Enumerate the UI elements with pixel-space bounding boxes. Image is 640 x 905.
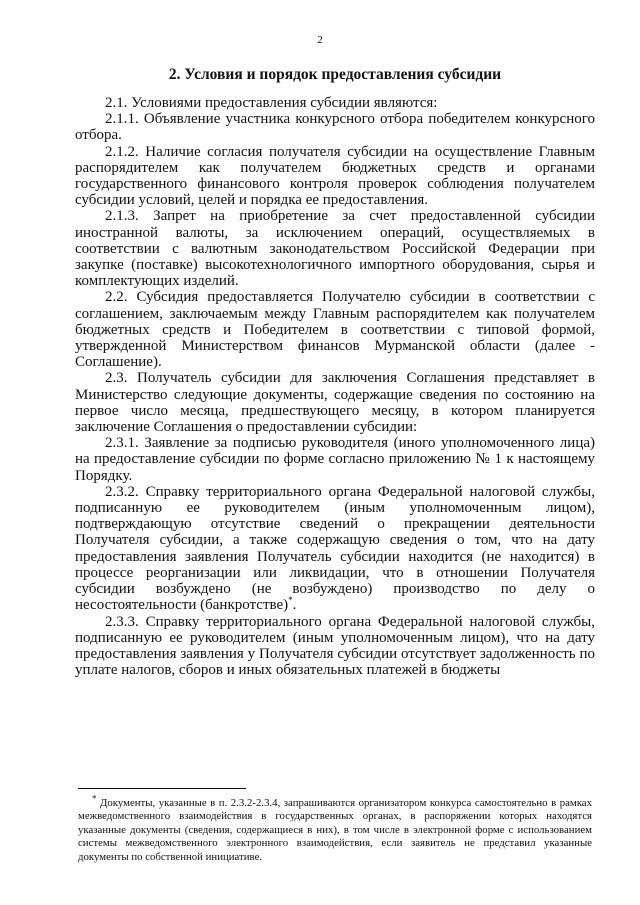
section-title: 2. Условия и порядок предоставления субсидии: [168, 66, 502, 83]
paragraph-2-3-2: 2.3.2. Справку территориального органа Федеральной налоговой службы, подписанную ее руководителем (иным уполномоченным лицом), подтверждающую отсутствие сведений о прекращении деятельности Получателя субсидии, а также содержащую сведения о том, что на дату предоставления заявления Получатель субсидии находится (не находится) в процессе реорганизации или ликвидации, что в отношении Получателя субсидии возбуждено (не возбуждено) производство по делу о несостоятельности (банкротстве)*.: [75, 483, 595, 614]
paragraph-2-3-1: 2.3.1. Заявление за подписью руководителя (иного уполномоченного лица) на предоставление субсидии по форме согласно приложению № 1 к настоящему Порядку.: [75, 435, 595, 484]
paragraph-2-3-2-text: 2.3.2. Справку территориального органа Федеральной налоговой службы, подписанную ее руководителем (иным уполномоченным лицом), подтверждающую отсутствие сведений о прекращении деятельности Получателя субсидии, а также содержащую сведения о том, что на дату предоставления заявления Получатель субсидии находится (не находится) в процессе реорганизации или ликвидации, что в отношении Получателя субсидии возбуждено (не возбуждено) производство по делу о несостоятельности (банкротстве): [75, 483, 595, 614]
paragraph-2-1: 2.1. Условиями предоставления субсидии являются:: [105, 95, 438, 111]
paragraph-2-3: 2.3. Получатель субсидии для заключения Соглашения представляет в Министерство следующие документы, содержащие сведения по состоянию на первое число месяца, предшествующего месяцу, в котором планируется заключение Соглашения о предоставлении субсидии:: [75, 370, 595, 436]
paragraph-2-1-2: 2.1.2. Наличие согласия получателя субсидии на осуществление Главным распорядителем как получателем бюджетных средств и органами государственного финансового контроля проверок соблюдения получателем субсидии условий, целей и порядка ее предоставления.: [75, 143, 595, 209]
page-number: 2: [317, 34, 323, 46]
footnote: [78, 793, 593, 864]
footnote-separator: [78, 788, 246, 789]
document-body: [75, 95, 595, 678]
footnote-reference: *: [288, 595, 293, 606]
paragraph-2-2: 2.2. Субсидия предоставляется Получателю субсидии в соответствии с соглашением, заключаемым между Главным распорядителем как получателем бюджетных средств и Победителем в соответствии с типовой формой, утвержденной Министерством финансов Мурманской области (далее - Соглашение).: [75, 289, 595, 371]
footnote-text: Документы, указанные в п. 2.3.2-2.3.4, запрашиваются организатором конкурса самостоятельно в рамках межведомственного взаимодействия в государственных органах, в распоряжении которых находятся указанные документы (сведения, содержащиеся в них), в том числе в электронной форме с использованием системы межведомственного электронного взаимодействия, если заявитель не представил указанные документы по собственной инициативе.: [78, 797, 593, 863]
footnote-mark: *: [92, 793, 97, 804]
paragraph-2-1-3: 2.1.3. Запрет на приобретение за счет предоставленной субсидии иностранной валюты, за исключением операций, осуществляемых в соответствии с валютным законодательством Российской Федерации при закупке (поставке) высокотехнологичного импортного оборудования, сырья и комплектующих изделий.: [75, 208, 595, 290]
paragraph-2-1-1: 2.1.1. Объявление участника конкурсного отбора победителем конкурсного отбора.: [75, 111, 595, 144]
paragraph-2-3-3: 2.3.3. Справку территориального органа Федеральной налоговой службы, подписанную ее руководителем (иным уполномоченным лицом), что на дату предоставления заявления у Получателя субсидии отсутствует задолженность по уплате налогов, сборов и иных обязательных платежей в бюджеты: [75, 613, 595, 679]
